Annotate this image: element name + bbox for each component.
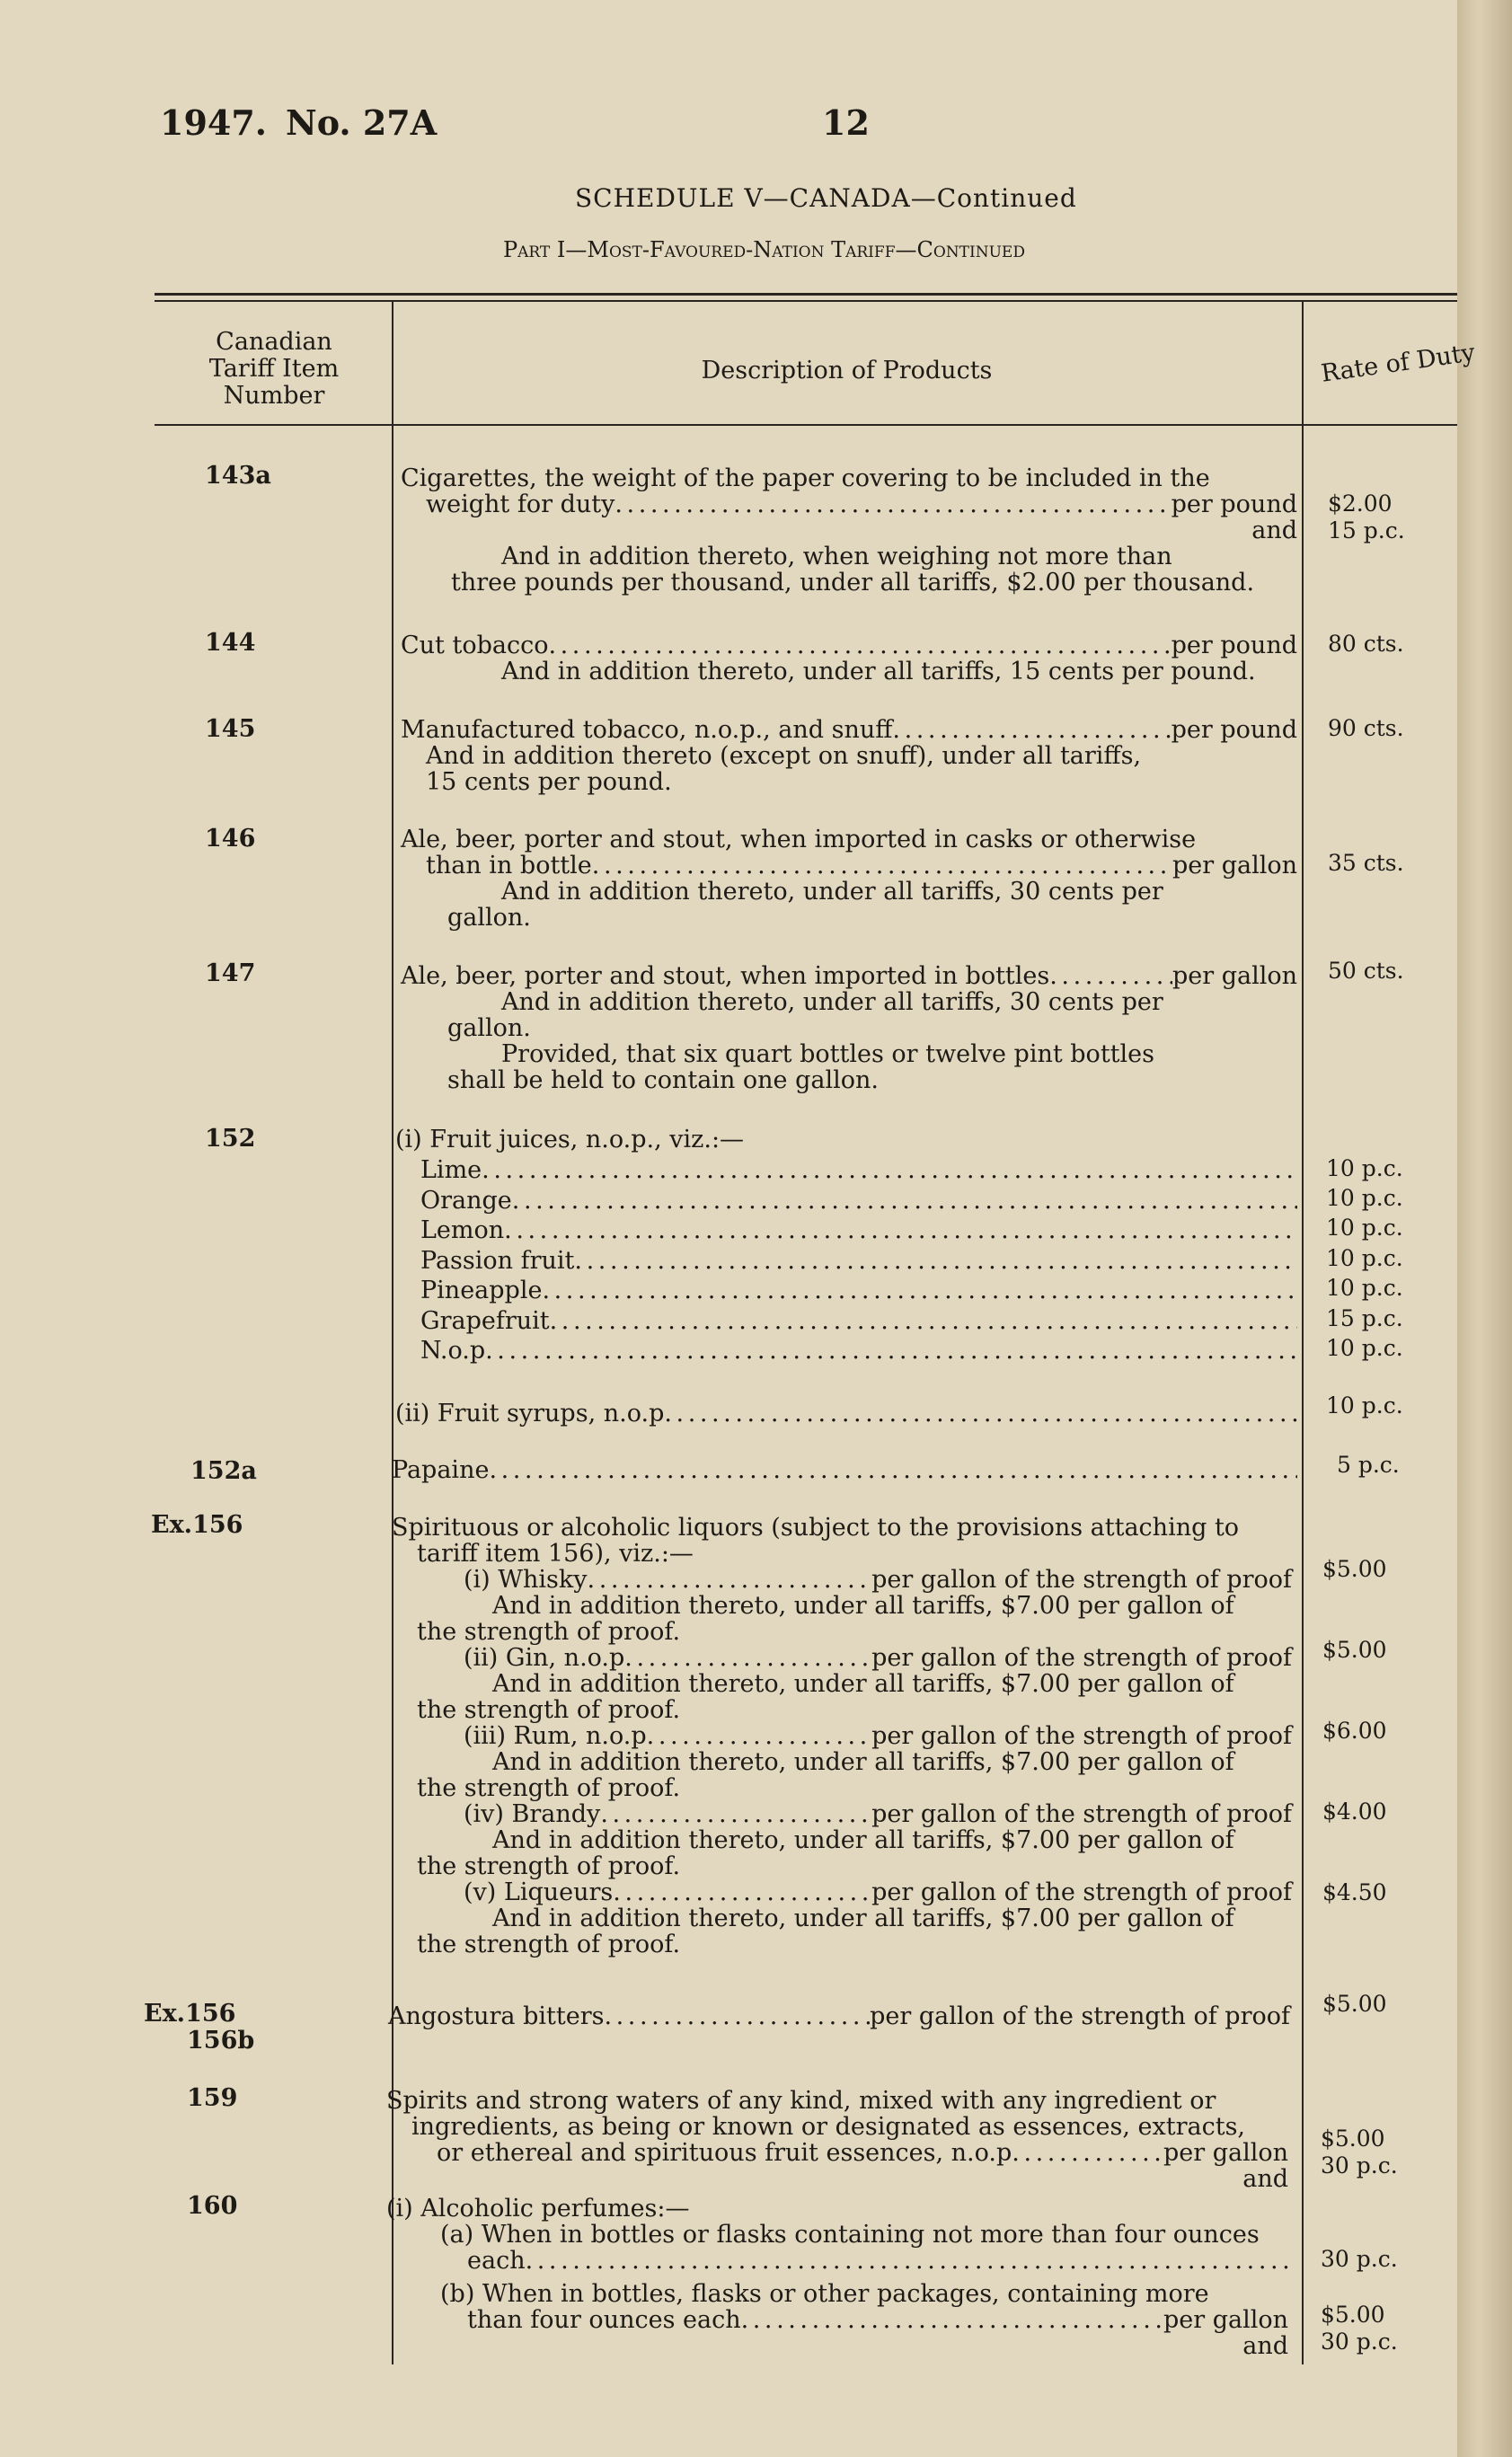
column-head-rule bbox=[155, 424, 1457, 426]
fruit-juice-item: Orange . . . bbox=[395, 1188, 1297, 1218]
desc-line: Angostura bitters . . . per gallon of the strength of proof bbox=[388, 2003, 1290, 2029]
schedule-title: SCHEDULE V—CANADA—Continued bbox=[575, 183, 1077, 213]
desc-line: and bbox=[1251, 517, 1297, 544]
tariff-item-description bbox=[395, 1127, 1297, 1427]
tariff-item-number: 147 bbox=[205, 959, 256, 987]
desc-line: Spirituous or alcoholic liquors (subject to the provisions attaching to bbox=[392, 1514, 1240, 1542]
tariff-item-number: 146 bbox=[205, 825, 256, 853]
desc-line: Ale, beer, porter and stout, when imported in bottles . . . per gallon bbox=[401, 963, 1297, 989]
desc-line: And in addition thereto, under all tariffs, $7.00 per gallon of bbox=[492, 1905, 1234, 1932]
desc-line: And in addition thereto, under all tariffs, $7.00 per gallon of bbox=[492, 1592, 1234, 1620]
tariff-item-description bbox=[401, 465, 1297, 596]
desc-line: And in addition thereto, under all tariffs, $7.00 per gallon of bbox=[492, 1670, 1234, 1698]
rate-of-duty: 10 p.c. bbox=[1326, 1155, 1403, 1181]
page-number: 12 bbox=[822, 102, 870, 143]
rate-of-duty: 35 cts. bbox=[1328, 850, 1404, 876]
rate-of-duty: 10 p.c. bbox=[1326, 1335, 1403, 1361]
rate-of-duty: $6.00 bbox=[1322, 1718, 1387, 1744]
publication-number: No. 27A bbox=[286, 102, 438, 143]
part-title: Part I—Most-Favoured-Nation Tariff—Continued bbox=[503, 237, 1025, 262]
desc-line: Manufactured tobacco, n.o.p., and snuff . . . per pound bbox=[401, 717, 1297, 743]
desc-line: And in addition thereto, under all tariffs, $7.00 per gallon of bbox=[492, 1748, 1234, 1776]
desc-line: (i) Alcoholic perfumes:— bbox=[386, 2195, 690, 2223]
tariff-item-description bbox=[386, 2196, 1288, 2359]
desc-line: shall be held to contain one gallon. bbox=[447, 1066, 880, 1094]
rate-of-duty: 15 p.c. bbox=[1328, 517, 1405, 544]
desc-line: Cigarettes, the weight of the paper covering to be included in the bbox=[401, 464, 1210, 492]
tariff-item-number: 145 bbox=[205, 715, 256, 743]
desc-line: weight for duty . . . per pound bbox=[401, 491, 1297, 517]
header-rule-top bbox=[155, 293, 1457, 296]
fruit-juice-item: Passion fruit . . . bbox=[395, 1248, 1297, 1278]
desc-line: each . . . bbox=[386, 2248, 1288, 2274]
rate-of-duty: 30 p.c. bbox=[1321, 2152, 1398, 2179]
desc-line: Papaine . . . bbox=[392, 1457, 1297, 1483]
column-head-rate: Rate of Duty bbox=[1319, 339, 1477, 388]
desc-line: the strength of proof. bbox=[417, 1852, 681, 1880]
desc-line: (a) When in bottles or flasks containing not more than four ounces bbox=[440, 2221, 1260, 2249]
rate-of-duty: 50 cts. bbox=[1328, 958, 1404, 984]
desc-line: And in addition thereto (except on snuff), under all tariffs, bbox=[426, 742, 1142, 770]
rate-of-duty: 15 p.c. bbox=[1326, 1305, 1403, 1331]
rate-of-duty: $5.00 bbox=[1321, 2126, 1385, 2152]
desc-line: 15 cents per pound. bbox=[426, 768, 672, 796]
tariff-item-description bbox=[392, 1457, 1297, 1483]
header-rule-bottom bbox=[155, 300, 1457, 302]
tariff-item-description bbox=[401, 826, 1297, 931]
tariff-item-number: Ex.156 bbox=[151, 1511, 243, 1539]
fruit-juice-item: Pineapple . . . bbox=[395, 1277, 1297, 1308]
desc-line: the strength of proof. bbox=[417, 1931, 681, 1958]
desc-line: tariff item 156), viz.:— bbox=[417, 1540, 694, 1568]
desc-line: And in addition thereto, under all tariffs, 15 cents per pound. bbox=[501, 658, 1256, 685]
rate-of-duty: 80 cts. bbox=[1328, 631, 1404, 657]
tariff-item-number: 160 bbox=[187, 2192, 238, 2220]
tariff-item-number: 159 bbox=[187, 2084, 238, 2112]
desc-line: or ethereal and spirituous fruit essences, n.o.p . . . per gallon bbox=[386, 2140, 1288, 2166]
rate-of-duty: $5.00 bbox=[1322, 1637, 1387, 1663]
page-edge bbox=[1457, 0, 1512, 2457]
column-divider-left bbox=[392, 302, 393, 2364]
desc-line: and bbox=[1242, 2165, 1288, 2193]
desc-line: ingredients, as being or known or designated as essences, extracts, bbox=[411, 2113, 1246, 2141]
rate-of-duty: $5.00 bbox=[1321, 2302, 1385, 2328]
tariff-item-description bbox=[388, 2003, 1290, 2029]
spirit-subitem: (i) Whisky . . . per gallon of the strength of proof bbox=[392, 1567, 1292, 1593]
rate-of-duty: 10 p.c. bbox=[1326, 1275, 1403, 1301]
column-head-description: Description of Products bbox=[701, 357, 993, 384]
tariff-item-number: 152a bbox=[190, 1457, 257, 1485]
desc-line: Provided, that six quart bottles or twelve pint bottles bbox=[501, 1040, 1154, 1068]
tariff-item-description bbox=[401, 717, 1297, 795]
column-head-item: Canadian Tariff Item Number bbox=[208, 328, 340, 410]
desc-line: (i) Fruit juices, n.o.p., viz.:— bbox=[395, 1126, 745, 1153]
rate-of-duty: $4.00 bbox=[1322, 1799, 1387, 1825]
rate-of-duty: $5.00 bbox=[1322, 1556, 1387, 1582]
fruit-juice-item: Lime . . . bbox=[395, 1157, 1297, 1188]
desc-line: Ale, beer, porter and stout, when imported in casks or otherwise bbox=[401, 826, 1197, 853]
fruit-syrups-line: (ii) Fruit syrups, n.o.p . . . bbox=[395, 1401, 1297, 1427]
tariff-item-number: 144 bbox=[205, 629, 256, 657]
desc-line: the strength of proof. bbox=[417, 1618, 681, 1646]
spirit-subitem: (ii) Gin, n.o.p . . . per gallon of the strength of proof bbox=[392, 1645, 1292, 1671]
desc-line: the strength of proof. bbox=[417, 1696, 681, 1724]
rate-of-duty: 5 p.c. bbox=[1337, 1452, 1400, 1478]
tariff-item-description bbox=[401, 963, 1297, 1093]
tariff-item-description bbox=[386, 2088, 1288, 2192]
desc-line: (b) When in bottles, flasks or other packages, containing more bbox=[440, 2280, 1209, 2308]
tariff-item-number: Ex.156 bbox=[144, 2000, 236, 2028]
spirit-subitem: (v) Liqueurs . . . per gallon of the strength of proof bbox=[392, 1879, 1292, 1905]
rate-of-duty: 10 p.c. bbox=[1326, 1245, 1403, 1271]
desc-line: than four ounces each . . . per gallon bbox=[386, 2307, 1288, 2333]
tariff-item-number: 156b bbox=[187, 2027, 255, 2055]
desc-line: gallon. bbox=[447, 904, 531, 932]
fruit-juice-item: N.o.p . . . bbox=[395, 1338, 1297, 1368]
column-divider-right bbox=[1302, 302, 1304, 2364]
spirit-subitem: (iv) Brandy . . . per gallon of the strength of proof bbox=[392, 1801, 1292, 1827]
desc-line: gallon. bbox=[447, 1014, 531, 1042]
fruit-juice-item: Grapefruit . . . bbox=[395, 1308, 1297, 1339]
desc-line: Cut tobacco . . . per pound bbox=[401, 632, 1297, 658]
rate-of-duty: 30 p.c. bbox=[1321, 2246, 1398, 2272]
fruit-juice-item: Lemon . . . bbox=[395, 1217, 1297, 1248]
rate-of-duty: 10 p.c. bbox=[1326, 1185, 1403, 1211]
rate-of-duty: 30 p.c. bbox=[1321, 2329, 1398, 2355]
tariff-item-number: 152 bbox=[205, 1125, 256, 1153]
desc-line: and bbox=[1242, 2332, 1288, 2360]
spirit-subitem: (iii) Rum, n.o.p . . . per gallon of the strength of proof bbox=[392, 1723, 1292, 1749]
tariff-item-number: 143a bbox=[205, 462, 271, 490]
publication-year: 1947. bbox=[160, 102, 267, 143]
rate-of-duty: $2.00 bbox=[1328, 491, 1393, 517]
desc-line: than in bottle . . . per gallon bbox=[401, 853, 1297, 879]
desc-line: And in addition thereto, under all tariffs, 30 cents per bbox=[501, 878, 1163, 906]
desc-line: And in addition thereto, under all tariffs, $7.00 per gallon of bbox=[492, 1826, 1234, 1854]
tariff-item-description bbox=[392, 1515, 1292, 1958]
tariff-item-description bbox=[401, 632, 1297, 685]
rate-of-duty: 10 p.c. bbox=[1326, 1215, 1403, 1241]
rate-of-duty: 90 cts. bbox=[1328, 715, 1404, 741]
rate-of-duty: $4.50 bbox=[1322, 1879, 1387, 1905]
desc-line: And in addition thereto, under all tariffs, 30 cents per bbox=[501, 988, 1163, 1016]
desc-line: the strength of proof. bbox=[417, 1774, 681, 1802]
desc-line: three pounds per thousand, under all tariffs, $2.00 per thousand. bbox=[451, 569, 1255, 597]
desc-line: And in addition thereto, when weighing not more than bbox=[501, 543, 1172, 570]
rate-of-duty: $5.00 bbox=[1322, 1991, 1387, 2017]
rate-of-duty: 10 p.c. bbox=[1326, 1392, 1403, 1419]
desc-line: Spirits and strong waters of any kind, mixed with any ingredient or bbox=[386, 2087, 1216, 2115]
